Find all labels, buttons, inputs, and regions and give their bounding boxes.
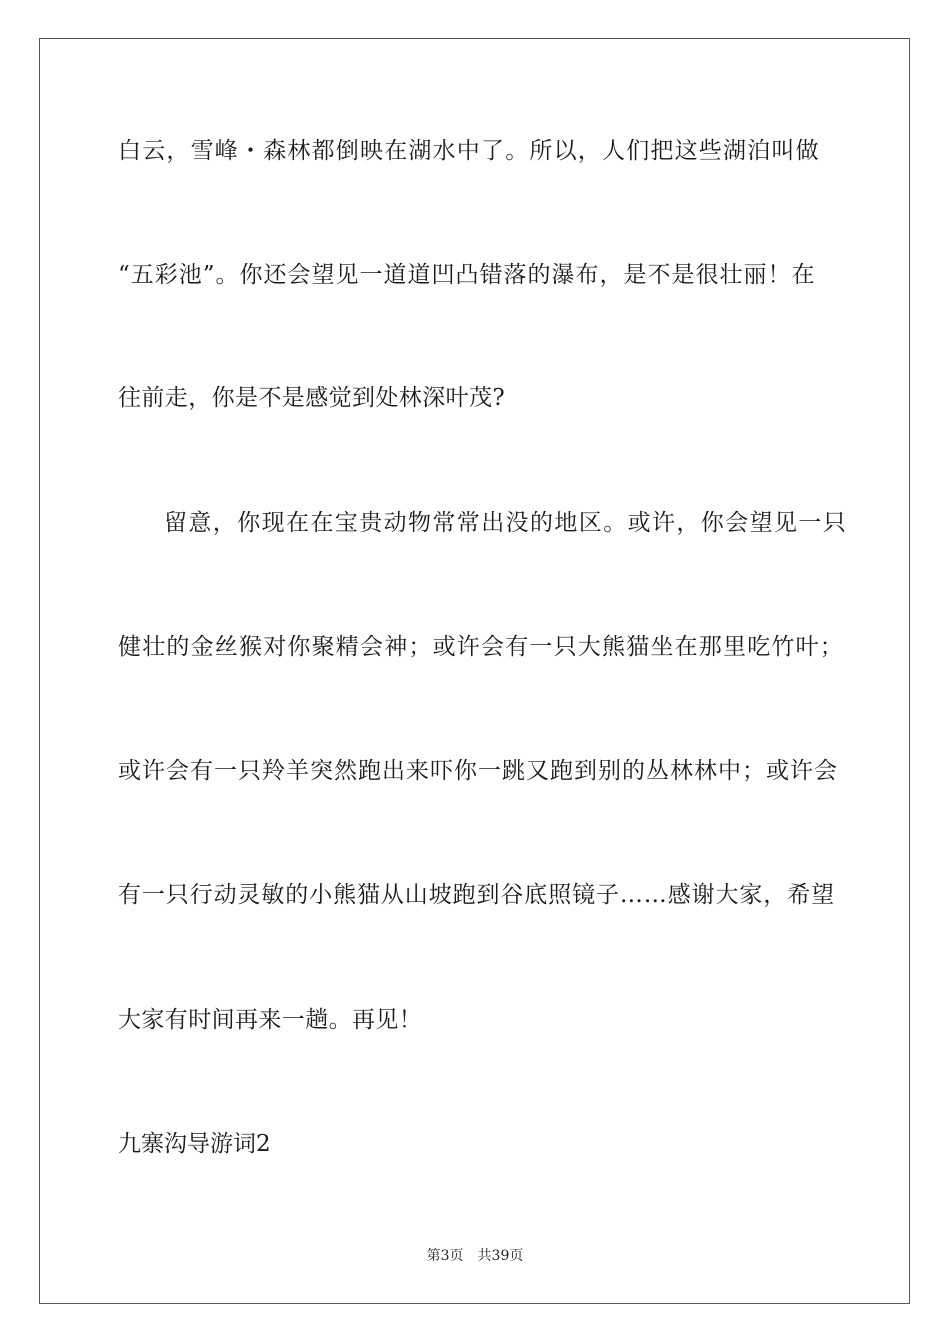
page-total: 共39页 (477, 1248, 524, 1264)
paragraph-line: 健壮的金丝猴对你聚精会神；或许会有一只大熊猫坐在那里吃竹叶； (118, 634, 844, 660)
section-heading: 九寨沟导游词2 (118, 1131, 271, 1157)
page-footer (0, 1246, 950, 1266)
paragraph-line: 大家有时间再来一趟。再见！ (118, 1007, 423, 1033)
paragraph-line: 有一只行动灵敏的小熊猫从山坡跑到谷底照镜子……感谢大家，希望 (118, 882, 835, 908)
paragraph-line: 白云，雪峰・森林都倒映在湖水中了。所以，人们把这些湖泊叫做 (118, 138, 820, 164)
paragraph-line: 留意，你现在在宝贵动物常常出没的地区。或许，你会望见一只 (164, 510, 848, 536)
paragraph-line: “五彩池”。你还会望见一道道凹凸错落的瀑布，是不是很壮丽！在 (118, 262, 816, 288)
page-border (39, 38, 910, 1304)
paragraph-line: 往前走，你是不是感觉到处林深叶茂? (118, 385, 506, 411)
page-number: 第3页 (426, 1248, 464, 1264)
paragraph-line: 或许会有一只羚羊突然跑出来吓你一跳又跑到别的丛林林中；或许会 (118, 758, 838, 784)
